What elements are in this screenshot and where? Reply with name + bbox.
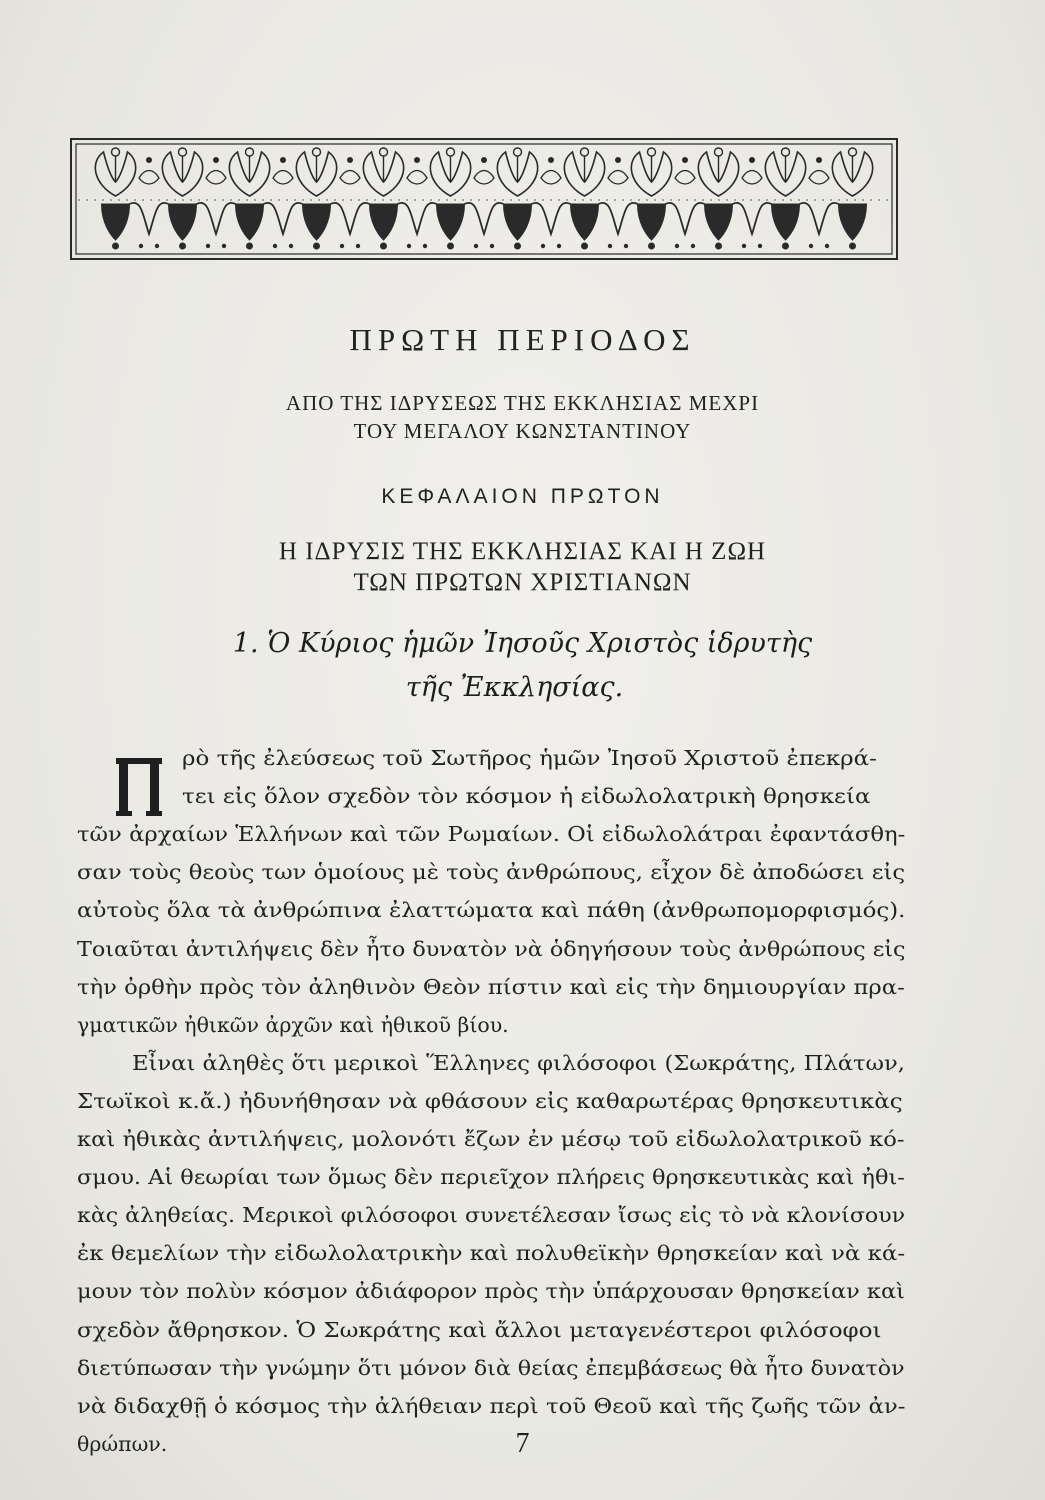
chapter-title-line-2: ΤΩΝ ΠΡΩΤΩΝ ΧΡΙΣΤΙΑΝΩΝ: [353, 569, 692, 596]
palmette-border-ornament-icon: [70, 138, 898, 260]
body-line: τῶν ἀρχαίων Ἑλλήνων καὶ τῶν Ρωμαίων. Οἱ εἰδωλολάτραι ἐφαντάσθη-: [77, 822, 906, 846]
body-line: τὴν ὀρθὴν πρὸς τὸν ἀληθινὸν Θεὸν πίστιν καὶ εἰς τὴν δημιουργίαν πρα-: [77, 975, 905, 999]
body-line: αὐτοὺς ὅλα τὰ ἀνθρώπινα ἐλαττώματα καὶ πάθη (ἀνθρωπομορφισμός).: [77, 898, 906, 922]
body-line: καὶ ἠθικὰς ἀντιλήψεις, μολονότι ἔζων ἐν μέσῳ τοῦ εἰδωλολατρικοῦ κό-: [77, 1127, 905, 1151]
decorative-initial-icon: [116, 758, 162, 816]
body-line: Τοιαῦται ἀντιλήψεις δὲν ἦτο δυνατὸν νὰ ὁδηγήσουν τοὺς ἀνθρώπους εἰς: [77, 937, 906, 961]
body-line: διετύπωσαν τὴν γνώμην ὅτι μόνον διὰ θείας ἐπεμβάσεως θὰ ἦτο δυνατὸν: [77, 1356, 905, 1380]
period-subtitle-line-2: ΤΟΥ ΜΕΓΑΛΟΥ ΚΩΝΣΤΑΝΤΙΝΟΥ: [353, 419, 692, 443]
body-line: σχεδὸν ἄθρησκον. Ὁ Σωκράτης καὶ ἄλλοι μεταγενέστεροι φιλόσοφοι: [77, 1318, 882, 1342]
page-number: 7: [515, 1428, 530, 1459]
period-subtitle-line-1: ΑΠΟ ΤΗΣ ΙΔΡΥΣΕΩΣ ΤΗΣ ΕΚΚΛΗΣΙΑΣ ΜΕΧΡΙ: [285, 391, 760, 415]
body-line: μουν τὸν πολὺν κόσμον ἀδιάφορον πρὸς τὴν ὑπάρχουσαν θρησκείαν καὶ: [77, 1279, 905, 1303]
body-line: σμου. Αἱ θεωρίαι των ὅμως δὲν περιεῖχον πλήρεις θρησκευτικὰς καὶ ἠθι-: [77, 1165, 905, 1189]
body-line: κὰς ἀληθείας. Μερικοὶ φιλόσοφοι συνετέλεσαν ἴσως εἰς τὸ νὰ κλονίσουν: [77, 1203, 906, 1227]
body-line: Εἶναι ἀληθὲς ὅτι μερικοὶ Ἕλληνες φιλόσοφοι (Σωκράτης, Πλάτων,: [132, 1051, 905, 1075]
chapter-title-line-1: Η ΙΔΡΥΣΙΣ ΤΗΣ ΕΚΚΛΗΣΙΑΣ ΚΑΙ Η ΖΩΗ: [278, 538, 767, 565]
body-line: ἐκ θεμελίων τὴν εἰδωλολατρικὴν καὶ πολυθεϊκὴν θρησκείαν καὶ νὰ κά-: [77, 1241, 906, 1265]
body-line: τει εἰς ὅλον σχεδὸν τὸν κόσμον ἡ εἰδωλολατρικὴ θρησκεία: [182, 784, 871, 808]
body-line: ρὸ τῆς ἐλεύσεως τοῦ Σωτῆρος ἡμῶν Ἰησοῦ Χριστοῦ ἐπεκρά-: [182, 746, 877, 770]
body-line: Στωϊκοὶ κ.ἄ.) ἠδυνήθησαν νὰ φθάσουν εἰς καθαρωτέρας θρησκευτικὰς: [77, 1089, 903, 1113]
body-line: γματικῶν ἠθικῶν ἀρχῶν καὶ ἠθικοῦ βίου.: [77, 1013, 509, 1037]
chapter-label: ΚΕΦΑΛΑΙΟΝ ΠΡΩΤΟΝ: [381, 485, 664, 508]
section-heading-line-2: τῆς Ἐκκλησίας.: [405, 672, 624, 703]
body-line: θρώπων.: [77, 1432, 168, 1456]
body-line: σαν τοὺς θεοὺς των ὁμοίους μὲ τοὺς ἀνθρώπους, εἶχον δὲ ἀποδώσει εἰς: [77, 860, 906, 884]
section-heading-line-1: 1. Ὁ Κύριος ἡμῶν Ἰησοῦς Χριστὸς ἱδρυτὴς: [232, 628, 813, 659]
period-title: ΠΡΩΤΗ ΠΕΡΙΟΔΟΣ: [349, 322, 696, 357]
body-line: νὰ διδαχθῇ ὁ κόσμος τὴν ἀλήθειαν περὶ τοῦ Θεοῦ καὶ τῆς ζωῆς τῶν ἀν-: [77, 1394, 906, 1418]
